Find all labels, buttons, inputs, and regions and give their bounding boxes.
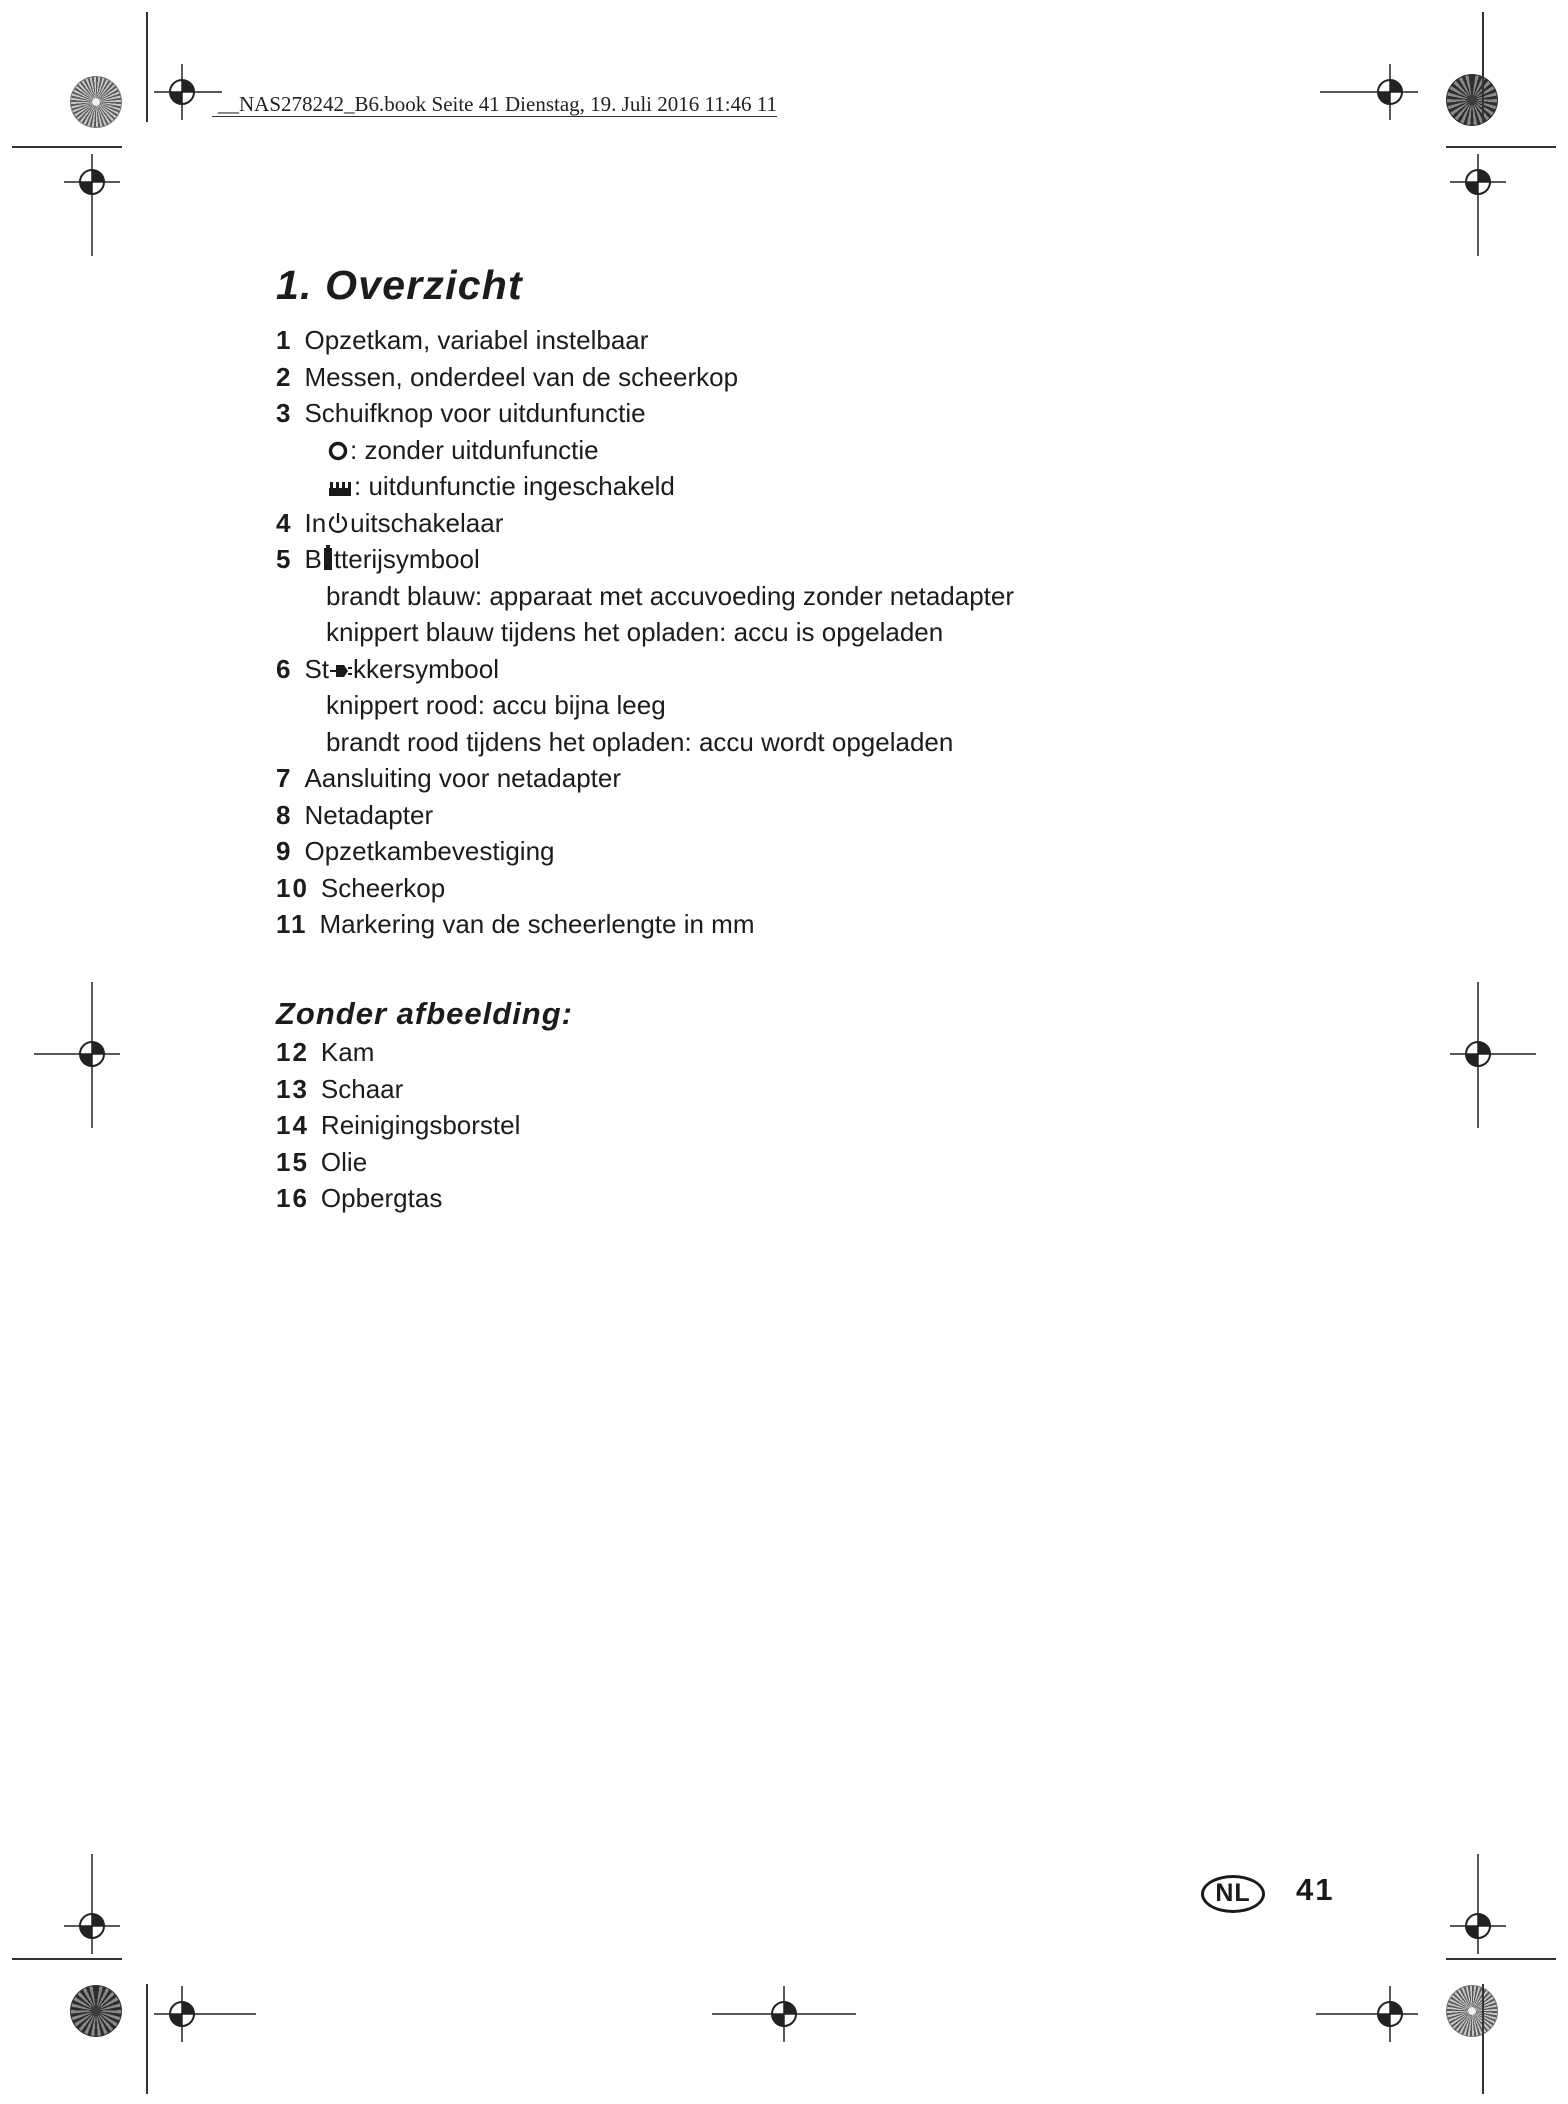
list-item: 2 Messen, onderdeel van de scheerkop: [276, 361, 739, 392]
circle-icon: [327, 435, 349, 472]
list-item: 3 Schuifknop voor uitdunfunctie: [276, 398, 646, 428]
list-subitem: : uitdunfunctie ingeschakeld: [276, 468, 1014, 505]
trim-line: [1482, 12, 1484, 122]
list-item: 4 In uitschakelaar: [276, 505, 1014, 542]
rosette-top-left-icon: [70, 76, 122, 128]
list-item: 9 Opzetkambevestiging: [276, 836, 555, 866]
battery-icon: [323, 544, 333, 581]
list-item: 15 Olie: [276, 1146, 368, 1177]
print-header: [218, 92, 777, 117]
list-subitem: knippert blauw tijdens het opladen: accu is opgeladen: [326, 617, 944, 647]
list-item: 7 Aansluiting voor netadapter: [276, 763, 622, 793]
list-subitem: brandt blauw: apparaat met accuvoeding zonder netadapter: [326, 580, 1015, 611]
comb-icon: [327, 471, 353, 508]
power-icon: [327, 508, 349, 545]
component-list: [276, 322, 1014, 943]
list-subitem: : zonder uitdunfunctie: [276, 432, 1014, 469]
subsection-title: Zonder afbeelding:: [276, 996, 573, 1031]
list-item: 14 Reinigingsborstel: [276, 1110, 521, 1140]
list-subitem: knippert rood: accu bijna leeg: [326, 690, 666, 720]
list-item: 5 B tterijsymbool: [276, 541, 1014, 578]
list-item: 6 St kkersymbool: [276, 651, 1014, 688]
list-subitem: brandt rood tijdens het opladen: accu wordt opgeladen: [326, 726, 954, 757]
extra-items-list: [276, 1034, 520, 1217]
plug-icon: [330, 654, 352, 691]
trim-line: [1482, 1984, 1484, 2094]
print-header-text: __NAS278242_B6.book Seite 41 Dienstag, 19. Juli 2016 11:46 11: [218, 92, 778, 116]
section-title: 1. Overzicht: [276, 262, 523, 308]
list-item: 13 Schaar: [276, 1073, 404, 1104]
list-item: 11 Markering van de scheerlengte in mm: [276, 909, 755, 939]
rosette-bottom-right-icon: [1446, 1985, 1498, 2037]
rosette-bottom-left-icon: [70, 1985, 122, 2037]
rosette-top-right-icon: [1446, 74, 1498, 126]
page-number: 41: [1296, 1872, 1335, 1907]
list-item: 16 Opbergtas: [276, 1183, 443, 1213]
header-rule: [212, 116, 777, 117]
list-item: 8 Netadapter: [276, 799, 434, 830]
language-badge: NL: [1201, 1875, 1265, 1913]
list-item: 12 Kam: [276, 1037, 375, 1067]
list-item: 10 Scheerkop: [276, 872, 446, 903]
list-item: 1 Opzetkam, variabel instelbaar: [276, 325, 649, 355]
